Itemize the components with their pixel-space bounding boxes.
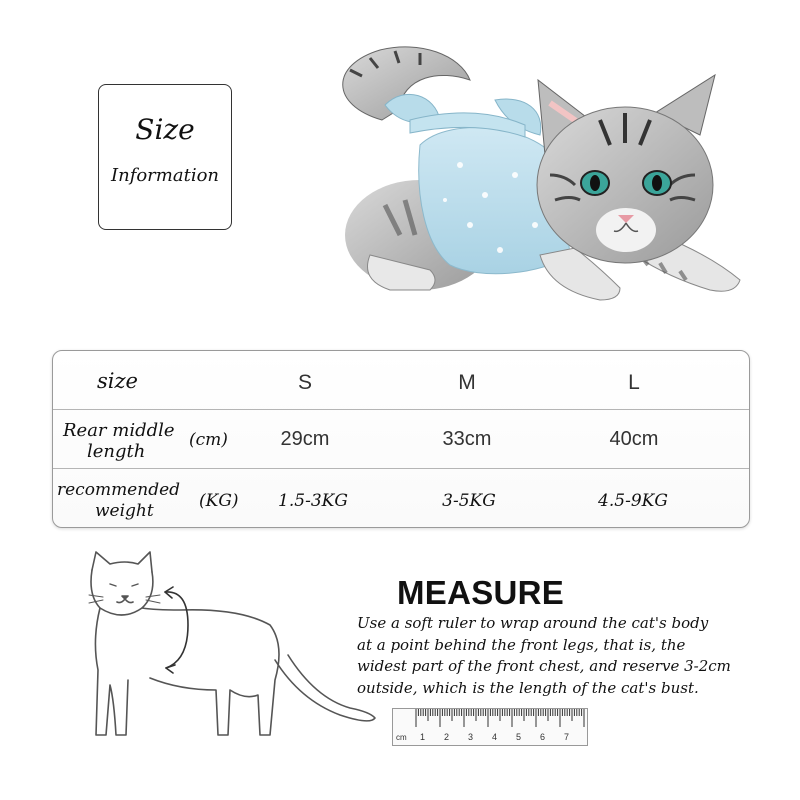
measure-line-3: widest part of the front chest, and reserve 3-2cm <box>357 657 731 675</box>
size-header-label: size <box>97 369 138 393</box>
measure-title: MEASURE <box>397 574 565 611</box>
weight-s-value: 1.5-3KG <box>278 491 348 511</box>
measure-line-4: outside, which is the length of the cat's bust. <box>357 678 699 697</box>
weight-unit: (KG) <box>199 491 239 511</box>
weight-m-value: 3-5KG <box>442 491 496 511</box>
ruler-mark-6: 6 <box>540 732 546 742</box>
weight-label-line1: recommended <box>57 480 181 500</box>
length-m-value: 33cm <box>442 428 492 450</box>
size-s-header: S <box>297 371 312 394</box>
size-m-header: M <box>458 371 476 394</box>
length-label-line2: length <box>87 441 146 462</box>
length-label-line1: Rear middle <box>63 420 175 441</box>
weight-label-line2: weight <box>95 501 154 521</box>
measure-line-1: Use a soft ruler to wrap around the cat's body <box>357 614 709 632</box>
ruler-mark-1: 1 <box>420 732 426 742</box>
ruler-mark-2: 2 <box>444 732 450 742</box>
ruler-mark-7: 7 <box>564 732 570 742</box>
size-l-header: L <box>628 371 640 394</box>
size-information-box <box>98 84 232 230</box>
ruler-mark-3: 3 <box>468 732 474 742</box>
measure-instructions <box>357 613 797 699</box>
length-l-value: 40cm <box>609 428 659 450</box>
weight-l-value: 4.5-9KG <box>598 491 668 511</box>
cat-photo <box>310 25 760 325</box>
information-subtitle: Information <box>110 165 220 186</box>
size-table <box>52 350 750 528</box>
weight-row <box>53 468 749 528</box>
measure-line-2: at a point behind the front legs, that is, the <box>357 635 686 654</box>
measure-cat-illustration <box>70 550 390 750</box>
length-s-value: 29cm <box>280 428 330 450</box>
ruler-mark-4: 4 <box>492 732 498 742</box>
table-header-row <box>53 351 749 409</box>
ruler-icon <box>392 708 588 746</box>
size-title: Size <box>135 113 195 146</box>
length-unit: (cm) <box>189 430 228 450</box>
length-row <box>53 409 749 468</box>
ruler-unit-label: cm <box>396 733 407 742</box>
ruler-mark-5: 5 <box>516 732 522 742</box>
